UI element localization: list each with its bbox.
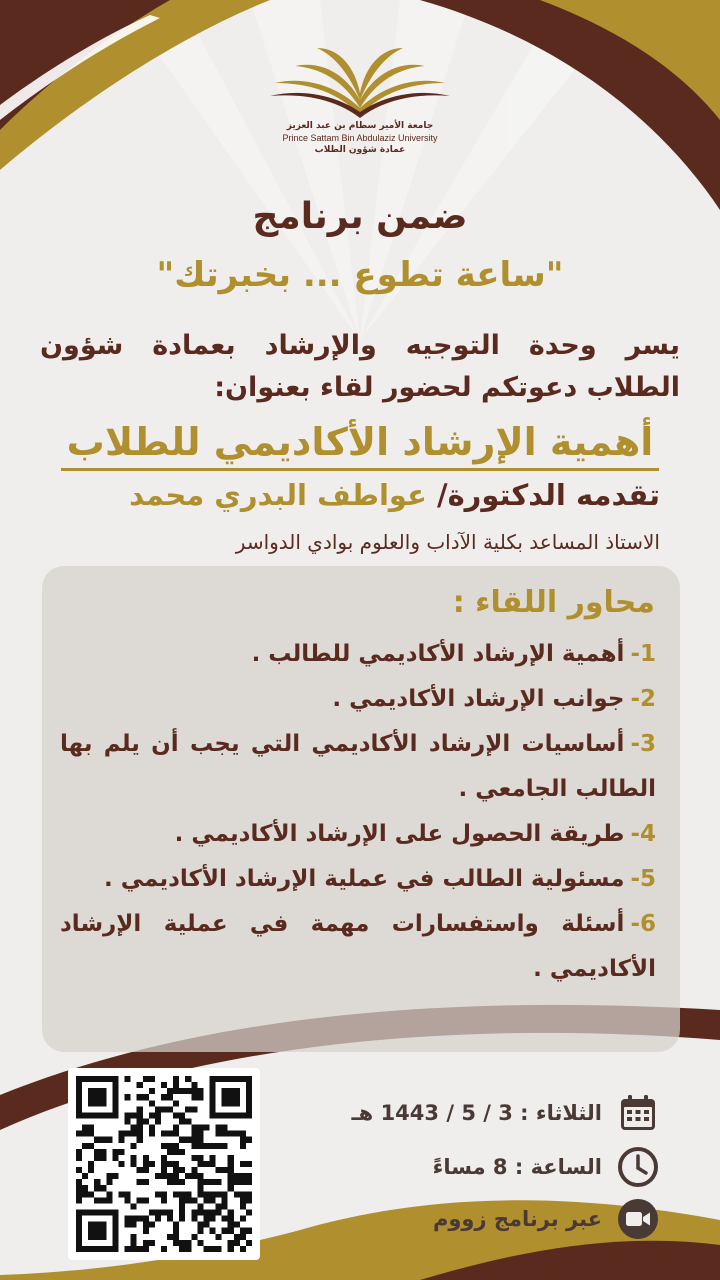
- agenda-item-number: 2-: [630, 686, 656, 712]
- presenter-label: تقدمه الدكتورة/: [426, 478, 660, 512]
- agenda-item-text: مسئولية الطالب في عملية الإرشاد الأكاديمي .: [104, 866, 625, 892]
- university-name-ar: جامعة الأمير سطام بن عبد العزيز: [286, 121, 434, 131]
- event-platform: [433, 1194, 660, 1244]
- agenda-item: [60, 677, 656, 722]
- qr-code[interactable]: [68, 1068, 260, 1260]
- agenda-item-text: جوانب الإرشاد الأكاديمي .: [332, 686, 625, 712]
- agenda-list: [60, 632, 656, 992]
- program-intro: ضمن برنامج: [252, 196, 468, 237]
- presenter-affiliation: الاستاذ المساعد بكلية الآداب والعلوم بوادي الدواسر: [235, 530, 660, 554]
- agenda-item: [60, 902, 656, 992]
- agenda-item-number: 1-: [630, 641, 656, 667]
- calendar-icon: [616, 1091, 660, 1135]
- clock-icon: [616, 1145, 660, 1189]
- invitation-text: يسر وحدة التوجيه والإرشاد بعمادة شؤون الطلاب دعوتكم لحضور لقاء بعنوان:: [40, 330, 680, 403]
- presenter-line: [129, 478, 660, 512]
- event-date-text: الثلاثاء : 3 / 5 / 1443 هـ: [351, 1101, 602, 1125]
- agenda-item-number: 6-: [630, 911, 656, 937]
- agenda-item-number: 5-: [630, 866, 656, 892]
- event-time-text: الساعة : 8 مساءً: [432, 1155, 602, 1179]
- agenda-item-text: أسئلة واستفسارات مهمة في عملية الإرشاد الأكاديمي .: [60, 911, 656, 982]
- event-time: [433, 1142, 660, 1192]
- event-platform-text: عبر برنامج زووم: [432, 1207, 602, 1231]
- agenda-item: [60, 722, 656, 812]
- agenda-item-text: أهمية الإرشاد الأكاديمي للطالب .: [251, 641, 625, 667]
- open-book-logo-icon: [265, 38, 455, 120]
- agenda-heading: محاور اللقاء :: [452, 585, 655, 620]
- agenda-item: [60, 632, 656, 677]
- event-date: [352, 1088, 661, 1138]
- agenda-item-text: طريقة الحصول على الإرشاد الأكاديمي .: [174, 821, 625, 847]
- qr-code-image: [76, 1076, 252, 1252]
- university-name-en: Prince Sattam Bin Abdulaziz University: [282, 133, 438, 143]
- deanship-name: عمادة شؤون الطلاب: [314, 145, 406, 155]
- lecture-title: أهمية الإرشاد الأكاديمي للطلاب: [61, 420, 660, 471]
- lecture-title-wrap: [0, 420, 720, 471]
- video-camera-icon: [616, 1197, 660, 1241]
- agenda-item-number: 3-: [630, 731, 656, 757]
- agenda-item-text: أساسيات الإرشاد الأكاديمي التي يجب أن يلم بها الطالب الجامعي .: [60, 731, 656, 802]
- presenter-name: عواطف البدري محمد: [129, 478, 427, 512]
- agenda-item: [60, 857, 656, 902]
- university-logo: [255, 38, 465, 168]
- agenda-item: [60, 812, 656, 857]
- program-name: "ساعة تطوع ... بخبرتك": [156, 255, 564, 295]
- agenda-item-number: 4-: [630, 821, 656, 847]
